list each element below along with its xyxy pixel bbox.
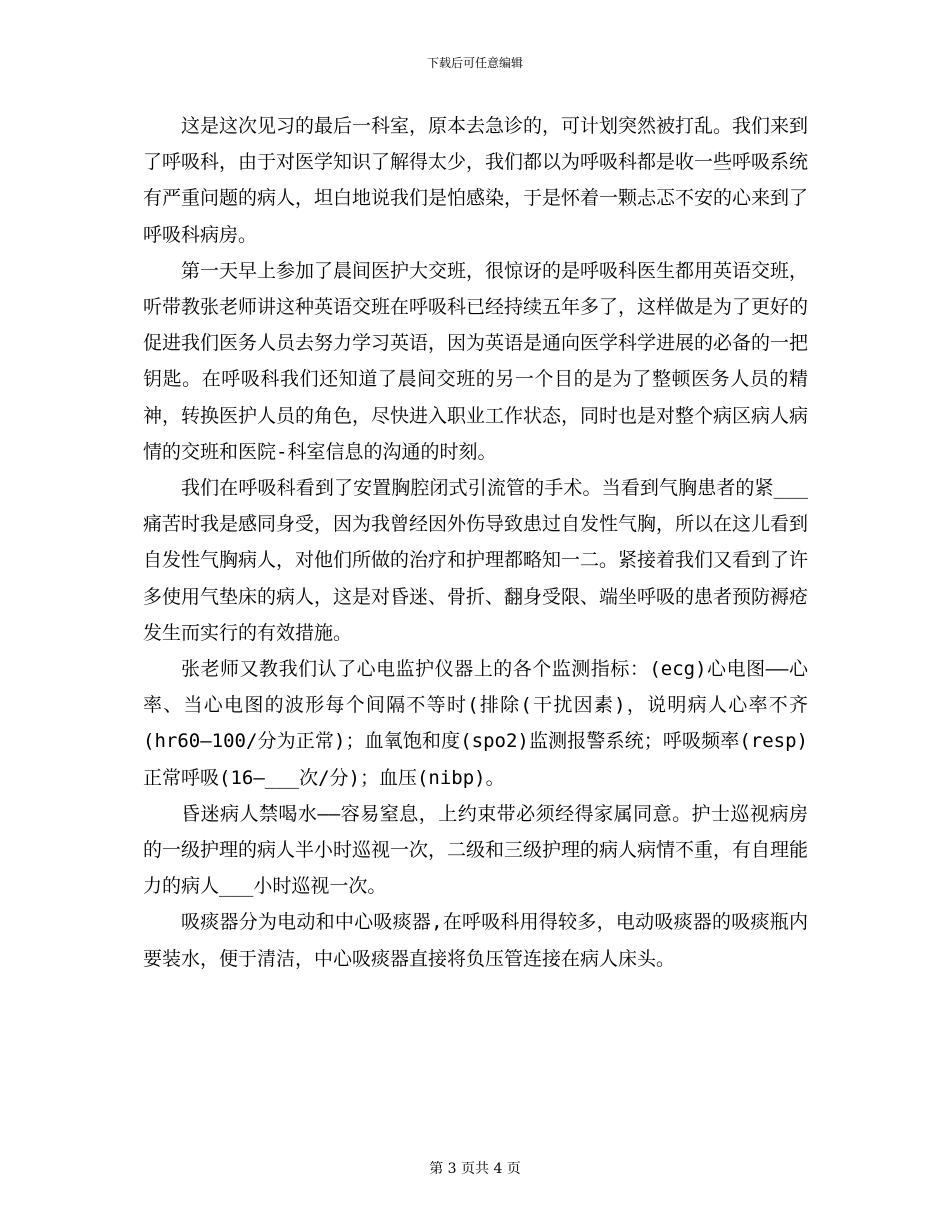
document-body bbox=[143, 108, 808, 977]
page-number: 第 3 页共 4 页 bbox=[429, 1161, 521, 1177]
paragraph-6: 吸痰器分为电动和中心吸痰器,在呼吸科用得较多，电动吸痰器的吸痰瓶内要装水，便于清洁，中心吸痰器直接将负压管连接在病人床头。 bbox=[143, 911, 808, 970]
paragraph-1: 这是这次见习的最后一科室，原本去急诊的，可计划突然被打乱。我们来到了呼吸科，由于对医学知识了解得太少，我们都以为呼吸科都是收一些呼吸系统有严重问题的病人，坦白地说我们是怕感染，于是怀着一颗忐忑不安的心来到了呼吸科病房。 bbox=[143, 115, 809, 246]
paragraph-5: 昏迷病人禁喝水——容易窒息，上约束带必须经得家属同意。护士巡视病房的一级护理的病人半小时巡视一次，二级和三级护理的病人病情不重，有自理能力的病人___小时巡视一次。 bbox=[143, 802, 809, 898]
paragraph-3: 我们在呼吸科看到了安置胸腔闭式引流管的手术。当看到气胸患者的紧___痛苦时我是感同身受，因为我曾经因外伤导致患过自发性气胸，所以在这儿看到自发性气胸病人，对他们所做的治疗和护理都略知一二。紧接着我们又看到了许多使用气垫床的病人，这是对昏迷、骨折、翻身受限、端坐呼吸的患者预防褥疮发生而实行的有效措施。 bbox=[143, 477, 809, 644]
paragraph-4: 张老师又教我们认了心电监护仪器上的各个监测指标：(ecg)心电图——心率、当心电图的波形每个间隔不等时(排除(干扰因素)，说明病人心率不齐(hr60—100/分为正常)；血氧饱和度(spo2)监测报警系统；呼吸频率(resp)正常呼吸(16—___次/分)；血压(nibp)。 bbox=[143, 658, 808, 789]
header-note: 下载后可任意编辑 bbox=[426, 56, 523, 70]
paragraph-2: 第一天早上参加了晨间医护大交班，很惊讶的是呼吸科医生都用英语交班，听带教张老师讲这种英语交班在呼吸科已经持续五年多了，这样做是为了更好的促进我们医务人员去努力学习英语，因为英语是通向医学科学进展的必备的一把钥匙。在呼吸科我们还知道了晨间交班的另一个目的是为了整顿医务人员的精神，转换医护人员的角色，尽快进入职业工作状态，同时也是对整个病区病人病情的交班和医院-科室信息的沟通的时刻。 bbox=[143, 259, 809, 463]
